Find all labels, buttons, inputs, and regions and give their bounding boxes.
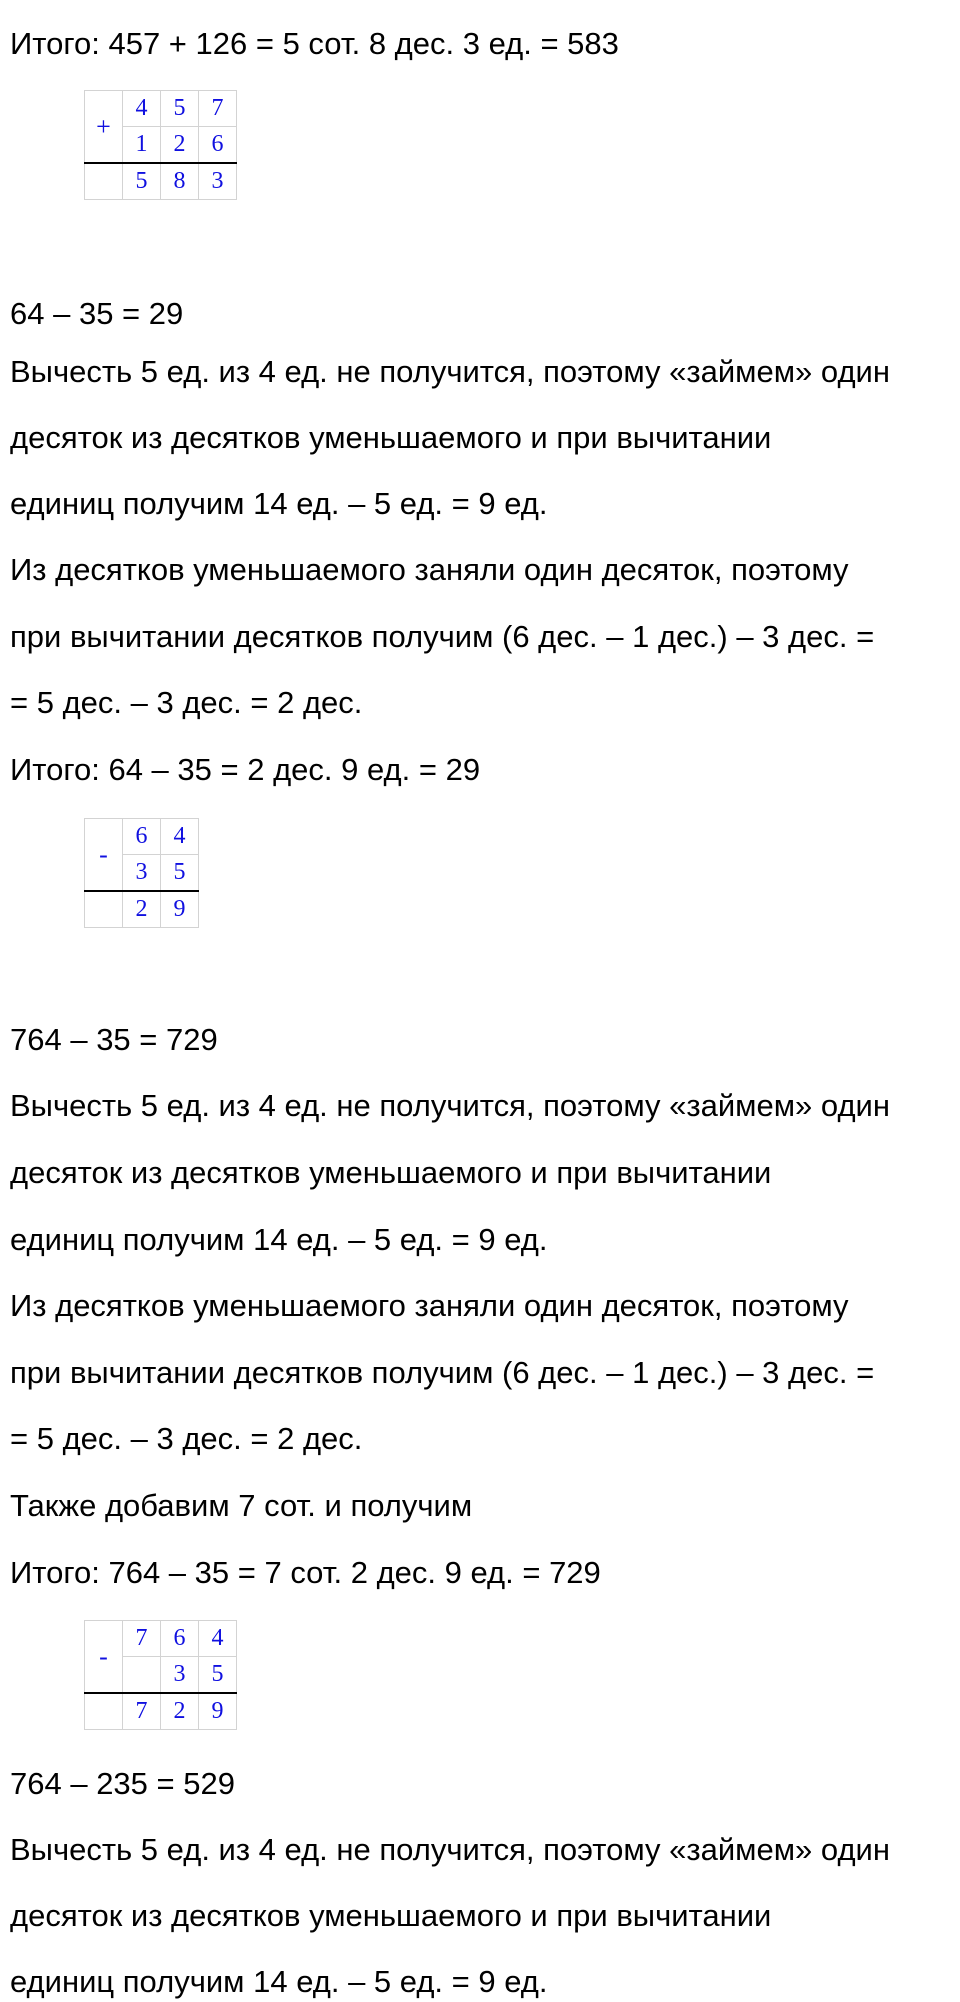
total-line: Итого: 764 – 35 = 7 сот. 2 дес. 9 ед. = 729 — [10, 1555, 601, 1590]
plus-sign: + — [85, 91, 123, 164]
digit-cell — [123, 1657, 161, 1694]
explanation-line: = 5 дес. – 3 дес. = 2 дес. — [10, 1421, 363, 1456]
explanation-line: Из десятков уменьшаемого заняли один десяток, поэтому — [10, 1288, 849, 1323]
empty-cell — [85, 163, 123, 200]
minus-sign: - — [85, 819, 123, 892]
empty-cell — [85, 891, 123, 928]
explanation-line: при вычитании десятков получим (6 дес. – 1 дес.) – 3 дес. = — [10, 1355, 875, 1390]
digit-cell: 6 — [161, 1621, 199, 1657]
equation-heading: 64 – 35 = 29 — [10, 296, 184, 331]
digit-cell: 5 — [161, 91, 199, 127]
explanation-line: десяток из десятков уменьшаемого и при вычитании — [10, 1155, 772, 1190]
result-digit: 7 — [123, 1693, 161, 1730]
explanation-line: десяток из десятков уменьшаемого и при вычитании — [10, 1898, 772, 1933]
result-digit: 9 — [161, 891, 199, 928]
minus-sign: - — [85, 1621, 123, 1694]
total-line: Итого: 457 + 126 = 5 сот. 8 дес. 3 ед. = 583 — [10, 26, 619, 61]
explanation-line: Вычесть 5 ед. из 4 ед. не получится, поэтому «займем» один — [10, 1832, 890, 1867]
equation-heading: 764 – 35 = 729 — [10, 1022, 218, 1057]
explanation-line: при вычитании десятков получим (6 дес. – 1 дес.) – 3 дес. = — [10, 619, 875, 654]
explanation-line: единиц получим 14 ед. – 5 ед. = 9 ед. — [10, 1964, 548, 1999]
empty-cell — [85, 1693, 123, 1730]
digit-cell: 7 — [199, 91, 237, 127]
result-digit: 8 — [161, 163, 199, 200]
explanation-line: Вычесть 5 ед. из 4 ед. не получится, поэтому «займем» один — [10, 354, 890, 389]
equation-heading: 764 – 235 = 529 — [10, 1766, 235, 1801]
total-line: Итого: 64 – 35 = 2 дес. 9 ед. = 29 — [10, 752, 481, 787]
explanation-line: десяток из десятков уменьшаемого и при вычитании — [10, 420, 772, 455]
result-digit: 2 — [123, 891, 161, 928]
explanation-line: = 5 дес. – 3 дес. = 2 дес. — [10, 685, 363, 720]
digit-cell: 3 — [161, 1657, 199, 1694]
result-digit: 2 — [161, 1693, 199, 1730]
digit-cell: 5 — [161, 855, 199, 892]
digit-cell: 6 — [199, 127, 237, 164]
digit-cell: 1 — [123, 127, 161, 164]
column-subtraction — [84, 1620, 237, 1730]
explanation-line: единиц получим 14 ед. – 5 ед. = 9 ед. — [10, 1222, 548, 1257]
digit-cell: 2 — [161, 127, 199, 164]
digit-cell: 6 — [123, 819, 161, 855]
result-digit: 5 — [123, 163, 161, 200]
digit-cell: 5 — [199, 1657, 237, 1694]
explanation-line: единиц получим 14 ед. – 5 ед. = 9 ед. — [10, 486, 548, 521]
result-digit: 3 — [199, 163, 237, 200]
digit-cell: 4 — [161, 819, 199, 855]
explanation-line: Вычесть 5 ед. из 4 ед. не получится, поэтому «займем» один — [10, 1088, 890, 1123]
digit-cell: 7 — [123, 1621, 161, 1657]
explanation-line: Из десятков уменьшаемого заняли один десяток, поэтому — [10, 552, 849, 587]
result-digit: 9 — [199, 1693, 237, 1730]
column-subtraction — [84, 818, 199, 928]
column-addition — [84, 90, 237, 200]
digit-cell: 3 — [123, 855, 161, 892]
digit-cell: 4 — [123, 91, 161, 127]
digit-cell: 4 — [199, 1621, 237, 1657]
explanation-line: Также добавим 7 сот. и получим — [10, 1488, 473, 1523]
